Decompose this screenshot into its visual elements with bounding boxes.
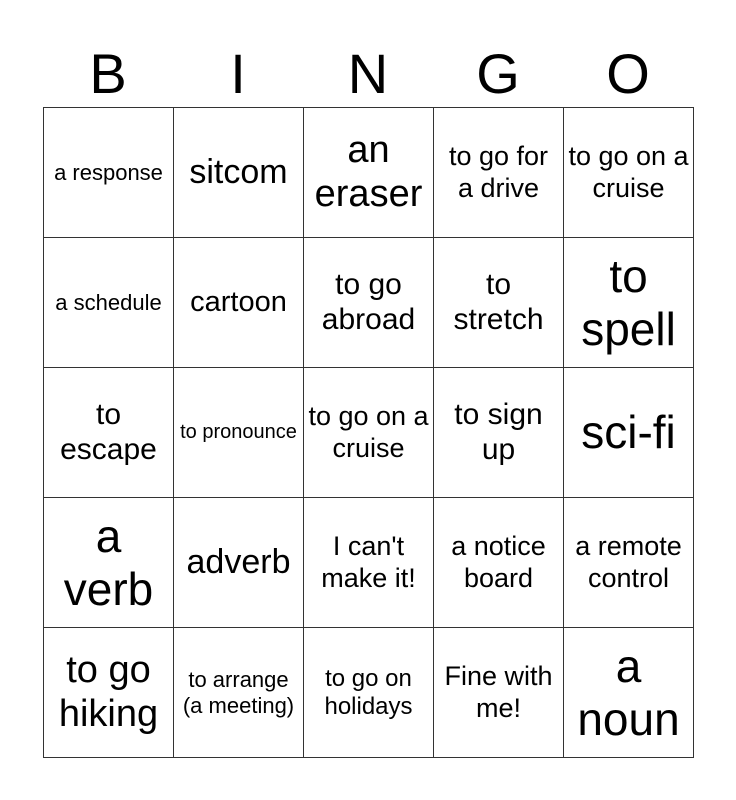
bingo-cell[interactable]: I can't make it! (304, 498, 434, 628)
header-letter-o: O (606, 42, 650, 105)
bingo-cell[interactable]: cartoon (174, 238, 304, 368)
board-row (44, 628, 694, 758)
board-row (44, 368, 694, 498)
bingo-cell[interactable]: to go for a drive (434, 108, 564, 238)
bingo-cell[interactable]: to stretch (434, 238, 564, 368)
bingo-board (43, 107, 694, 758)
board-row (44, 238, 694, 368)
bingo-cell[interactable]: adverb (174, 498, 304, 628)
bingo-cell[interactable]: an eraser (304, 108, 434, 238)
bingo-cell[interactable]: a notice board (434, 498, 564, 628)
bingo-cell[interactable]: to arrange (a meeting) (174, 628, 304, 758)
header-letter-b: B (89, 42, 127, 105)
bingo-cell[interactable]: a verb (44, 498, 174, 628)
bingo-cell[interactable]: to go on a cruise (564, 108, 694, 238)
bingo-cell[interactable]: to go hiking (44, 628, 174, 758)
bingo-cell[interactable]: a noun (564, 628, 694, 758)
bingo-cell[interactable]: to go on a cruise (304, 368, 434, 498)
bingo-header (43, 40, 693, 108)
header-letter-g: G (476, 42, 520, 105)
bingo-cell[interactable]: to escape (44, 368, 174, 498)
bingo-cell[interactable]: Fine with me! (434, 628, 564, 758)
bingo-cell[interactable]: to go on holidays (304, 628, 434, 758)
header-letter-i: I (230, 42, 246, 105)
bingo-cell[interactable]: to spell (564, 238, 694, 368)
bingo-cell[interactable]: a remote control (564, 498, 694, 628)
bingo-cell[interactable]: sci-fi (564, 368, 694, 498)
bingo-cell[interactable]: to pronounce (174, 368, 304, 498)
bingo-cell[interactable]: to go abroad (304, 238, 434, 368)
board-row (44, 498, 694, 628)
header-letter-n: N (347, 42, 389, 105)
bingo-cell[interactable]: a response (44, 108, 174, 238)
bingo-cell[interactable]: sitcom (174, 108, 304, 238)
board-row (44, 108, 694, 238)
bingo-cell[interactable]: a schedule (44, 238, 174, 368)
bingo-cell[interactable]: to sign up (434, 368, 564, 498)
